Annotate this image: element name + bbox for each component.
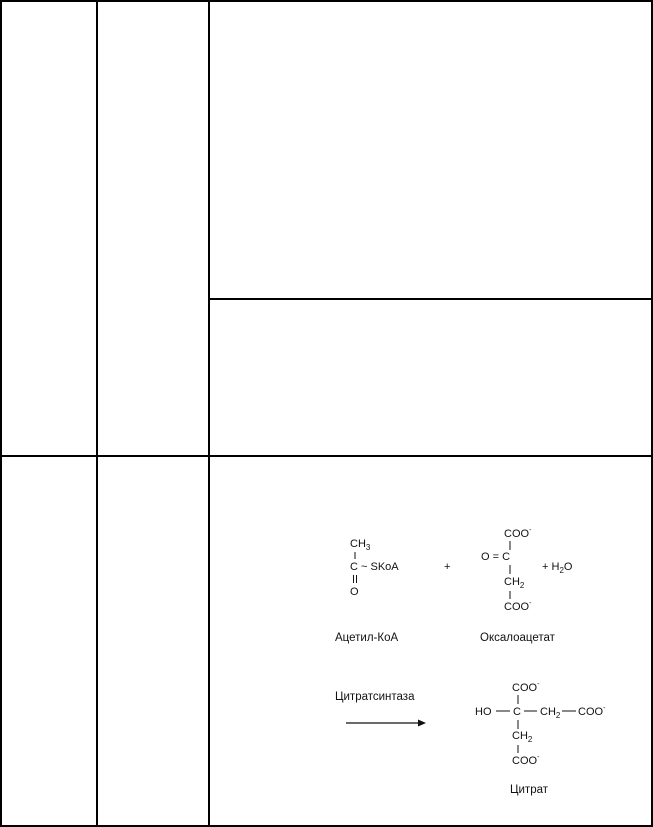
oxaloacetate-coo-bottom: COO- <box>504 600 532 613</box>
citrate-ch2-right: $CH_2$ <box>540 706 561 720</box>
citrate-c: C <box>513 706 521 718</box>
arrow-head-icon <box>418 720 426 727</box>
acetyl-coa-caption: Ацетил-КоА <box>335 632 399 644</box>
citrate-caption: Цитрат <box>510 784 549 796</box>
table-row-divider <box>0 455 653 457</box>
citrate-coo-top: COO- <box>512 681 540 694</box>
acetyl-c-skoa-label: C ~ SKoA <box>350 561 399 573</box>
acetyl-o-label: O <box>350 586 359 598</box>
oxaloacetate-coo-top: COO- <box>504 527 532 540</box>
acetyl-ch3-label: $CH_3$ <box>350 538 371 552</box>
citrate-coo-bottom: COO- <box>512 754 540 767</box>
citrate-synthase-reaction-scheme <box>330 515 630 805</box>
citrate-ch2: $CH_2$ <box>512 730 533 744</box>
oxaloacetate-o-eq-c: O = C <box>481 551 511 563</box>
oxaloacetate-ch2: $CH_2$ <box>504 576 525 590</box>
citrate-coo-right: COO- <box>578 705 606 718</box>
table-column-divider-1 <box>96 0 98 827</box>
oxaloacetate-structure <box>480 527 556 644</box>
reaction-arrow <box>335 691 426 727</box>
acetyl-coa-structure <box>335 538 399 644</box>
table-border-left <box>0 0 2 827</box>
oxaloacetate-caption: Оксалоацетат <box>480 632 555 644</box>
water-label: + $H_2O$ <box>542 561 573 575</box>
table-cell-divider <box>208 298 653 300</box>
citrate-ho: HO <box>475 706 492 718</box>
citrate-structure <box>475 681 606 796</box>
table-column-divider-2 <box>208 0 210 827</box>
enzyme-label: Цитратсинтаза <box>335 691 415 703</box>
plus-sign: + <box>444 561 451 573</box>
